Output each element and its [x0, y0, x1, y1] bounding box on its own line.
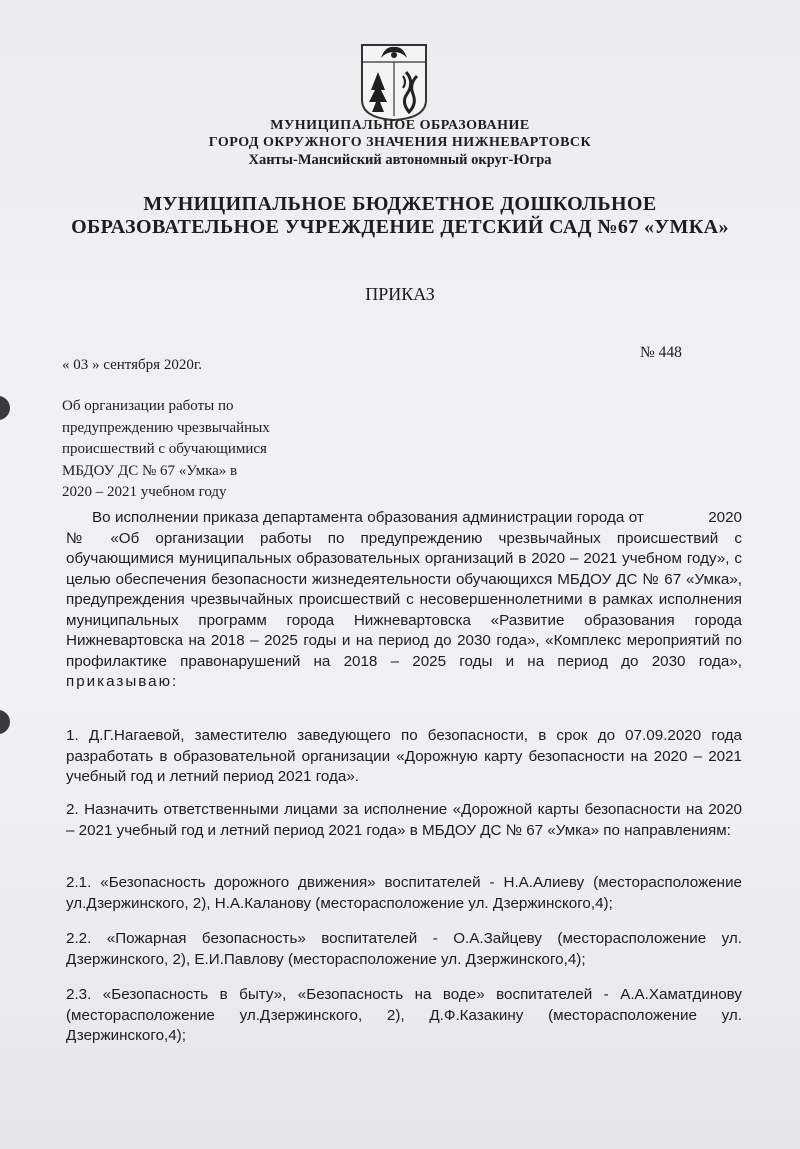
- preamble-paragraph: [66, 508, 742, 693]
- city-line: ГОРОД ОКРУЖНОГО ЗНАЧЕНИЯ НИЖНЕВАРТОВСК: [208, 135, 592, 150]
- city-coat-of-arms-emblem: [359, 42, 429, 122]
- subject-line: МБДОУ ДС № 67 «Умка» в: [62, 462, 238, 479]
- order-date: « 03 » сентября 2020г.: [62, 357, 203, 373]
- order-item-2-3: 2.3. «Безопасность в быту», «Безопасность на воде» воспитателей - А.А.Хаматдинову (месторасположение ул.Дзержинского, 2), Д.Ф.Казакину (месторасположение ул. Дзержинского,4);: [66, 986, 742, 1044]
- order-item-2-1: 2.1. «Безопасность дорожного движения» воспитателей - Н.А.Алиеву (месторасположение ул.Дзержинского, 2), Н.А.Каланову (месторасположение ул. Дзержинского,4);: [66, 874, 742, 912]
- order-item-2-2: 2.2. «Пожарная безопасность» воспитателей - О.А.Зайцеву (месторасположение ул. Дзержинского, 2), Е.И.Павлову (месторасположение ул. Дзержинского,4);: [66, 930, 742, 968]
- preamble-number-sign: №: [66, 529, 95, 547]
- subject-line: 2020 – 2021 учебном году: [62, 484, 227, 500]
- order-number: № 448: [640, 344, 682, 361]
- preamble-text: «Об организации работы по предупреждению чрезвычайных происшествий с обучающимися муниципальных образовательных организаций в 2020 – 2021 учебном году», с целью обеспечения безопасности жизнедеятельности обучающихся МБДОУ ДС № 67 «Умка», предупреждения чрезвычайных происшествий с несовершеннолетними в рамках исполнения муниципальных программ города Нижневартовска «Развитие образования города Нижневартовска на 2018 – 2025 годы и на период до 2030 года», «Комплекс мероприятий по профилактике правонарушений на 2018 – 2025 годы и на период до 2030 года»,: [66, 529, 742, 670]
- order-subject: [62, 396, 270, 504]
- preamble-text-start: Во исполнении приказа департамента образования администрации города от: [92, 509, 644, 526]
- preamble-year: 2020: [708, 509, 742, 526]
- order-word: приказываю:: [66, 673, 179, 690]
- document-title: ПРИКАЗ: [365, 284, 435, 304]
- organization-name-line-2: ОБРАЗОВАТЕЛЬНОЕ УЧРЕЖДЕНИЕ ДЕТСКИЙ САД №67 «УМКА»: [71, 216, 729, 238]
- subject-line: Об организации работы по: [62, 398, 234, 414]
- order-item-1: 1. Д.Г.Нагаевой, заместителю заведующего по безопасности, в срок до 07.09.2020 года разработать в образовательной организации «Дорожную карту безопасности на 2020 – 2021 учебный год и летний период 2021 года».: [66, 727, 742, 785]
- binder-clip: [0, 710, 10, 734]
- region-line: Ханты-Мансийский автономный округ-Югра: [248, 152, 552, 168]
- municipality-line: МУНИЦИПАЛЬНОЕ ОБРАЗОВАНИЕ: [270, 118, 530, 133]
- order-item-2: 2. Назначить ответственными лицами за исполнение «Дорожной карты безопасности на 2020 – 2021 учебный год и летний период 2021 года» в МБДОУ ДС № 67 «Умка» по направлениям:: [66, 801, 742, 839]
- organization-name-line-1: МУНИЦИПАЛЬНОЕ БЮДЖЕТНОЕ ДОШКОЛЬНОЕ: [143, 193, 657, 215]
- binder-clip: [0, 396, 10, 420]
- subject-line: предупреждению чрезвычайных: [62, 419, 270, 436]
- subject-line: происшествий с обучающимися: [62, 441, 267, 457]
